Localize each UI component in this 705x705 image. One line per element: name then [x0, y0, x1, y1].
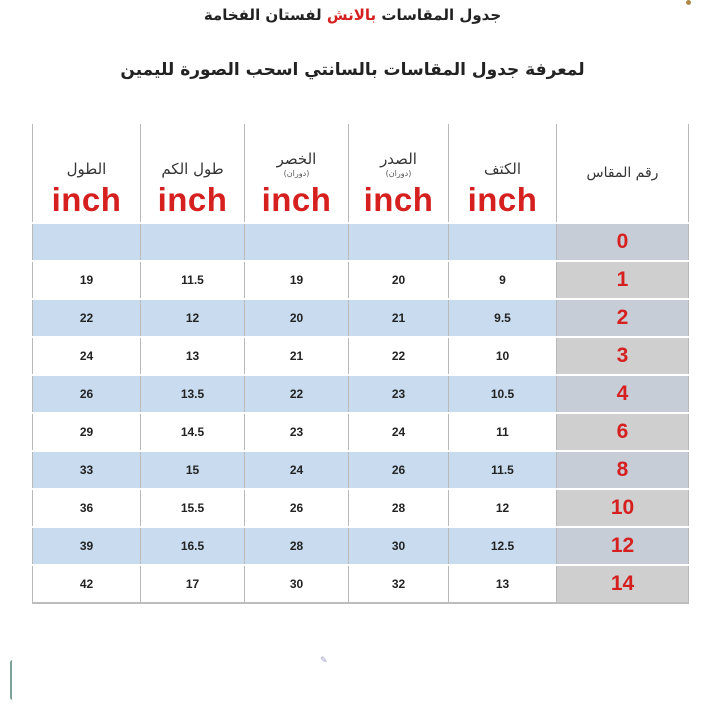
unit-label: inch	[261, 181, 332, 218]
header-shoulder-label: الكتف	[483, 160, 522, 178]
header-shoulder	[449, 124, 557, 178]
cell-shoulder: 13	[449, 565, 557, 603]
header-chest-sub: (دوران)	[385, 169, 412, 178]
page-subtitle: لمعرفة جدول المقاسات بالسانتي اسحب الصورة لليمين	[120, 60, 585, 80]
cell-waist: 24	[245, 451, 349, 489]
header-size-label: رقم المقاس	[586, 165, 659, 181]
cell-chest: 22	[349, 337, 449, 375]
table-row	[33, 565, 689, 603]
cell-size: 0	[557, 223, 689, 261]
cell-sleeve: 14.5	[141, 413, 245, 451]
table-row	[33, 299, 689, 337]
unit-label: inch	[51, 181, 122, 218]
unit-label: inch	[467, 181, 538, 218]
table-row	[33, 223, 689, 261]
unit-cell	[449, 178, 557, 223]
table-row	[33, 527, 689, 565]
cell-waist: 22	[245, 375, 349, 413]
cell-chest: 28	[349, 489, 449, 527]
size-chart-table	[32, 124, 689, 604]
cell-waist: 28	[245, 527, 349, 565]
cell-shoulder: 12.5	[449, 527, 557, 565]
page-title	[0, 6, 705, 24]
cell-sleeve: 15.5	[141, 489, 245, 527]
cell-length: 24	[33, 337, 141, 375]
header-waist-sub: (دوران)	[283, 169, 310, 178]
header-row	[33, 124, 689, 178]
cell-sleeve: 13	[141, 337, 245, 375]
cell-waist: 30	[245, 565, 349, 603]
unit-cell	[245, 178, 349, 223]
cell-chest: 24	[349, 413, 449, 451]
cell-shoulder: 9.5	[449, 299, 557, 337]
unit-cell	[141, 178, 245, 223]
cell-length: 42	[33, 565, 141, 603]
cell-waist: 26	[245, 489, 349, 527]
title-part-red: بالانش	[326, 6, 377, 24]
header-sleeve-label: طول الكم	[161, 160, 224, 178]
cell-size: 14	[557, 565, 689, 603]
unit-cell	[349, 178, 449, 223]
cell-waist: 21	[245, 337, 349, 375]
cell-sleeve: 11.5	[141, 261, 245, 299]
cell-size: 10	[557, 489, 689, 527]
cell-shoulder: 9	[449, 261, 557, 299]
cell-waist: 23	[245, 413, 349, 451]
cell-sleeve	[141, 223, 245, 261]
table-row	[33, 489, 689, 527]
cell-size: 8	[557, 451, 689, 489]
unit-cell	[33, 178, 141, 223]
cell-chest: 21	[349, 299, 449, 337]
cell-shoulder: 10	[449, 337, 557, 375]
cell-size: 1	[557, 261, 689, 299]
cell-shoulder	[449, 223, 557, 261]
small-mark-icon: ✎	[320, 656, 328, 666]
header-chest	[349, 124, 449, 178]
cell-size: 2	[557, 299, 689, 337]
cell-sleeve: 17	[141, 565, 245, 603]
table-row	[33, 337, 689, 375]
cell-chest: 30	[349, 527, 449, 565]
cell-chest: 23	[349, 375, 449, 413]
cell-chest: 20	[349, 261, 449, 299]
cell-sleeve: 13.5	[141, 375, 245, 413]
cell-length: 36	[33, 489, 141, 527]
table-row	[33, 375, 689, 413]
cell-shoulder: 10.5	[449, 375, 557, 413]
cell-size: 12	[557, 527, 689, 565]
table-row	[33, 261, 689, 299]
cell-waist	[245, 223, 349, 261]
cell-length: 29	[33, 413, 141, 451]
cell-sleeve: 12	[141, 299, 245, 337]
header-sleeve	[141, 124, 245, 178]
cell-chest: 32	[349, 565, 449, 603]
header-waist-label: الخصر	[276, 150, 317, 168]
header-chest-label: الصدر	[380, 150, 417, 168]
title-part1: جدول المقاسات	[376, 6, 502, 24]
cell-size: 6	[557, 413, 689, 451]
cell-shoulder: 11	[449, 413, 557, 451]
corner-dot	[686, 0, 691, 5]
unit-label: inch	[363, 181, 434, 218]
cell-size: 4	[557, 375, 689, 413]
cell-size: 3	[557, 337, 689, 375]
cell-length: 26	[33, 375, 141, 413]
header-length-label: الطول	[66, 160, 107, 178]
header-length	[33, 124, 141, 178]
cell-length	[33, 223, 141, 261]
cell-sleeve: 16.5	[141, 527, 245, 565]
header-size	[557, 124, 689, 223]
table-row	[33, 451, 689, 489]
cell-waist: 20	[245, 299, 349, 337]
table-row	[33, 413, 689, 451]
cell-length: 39	[33, 527, 141, 565]
cell-length: 22	[33, 299, 141, 337]
cell-length: 33	[33, 451, 141, 489]
cell-length: 19	[33, 261, 141, 299]
cell-waist: 19	[245, 261, 349, 299]
cell-sleeve: 15	[141, 451, 245, 489]
cell-shoulder: 12	[449, 489, 557, 527]
header-waist	[245, 124, 349, 178]
cell-chest	[349, 223, 449, 261]
edge-line-decoration	[10, 660, 15, 700]
title-part2: لفستان الفخامة	[203, 6, 327, 24]
unit-label: inch	[157, 181, 228, 218]
cell-chest: 26	[349, 451, 449, 489]
table-body	[33, 223, 689, 603]
cell-shoulder: 11.5	[449, 451, 557, 489]
